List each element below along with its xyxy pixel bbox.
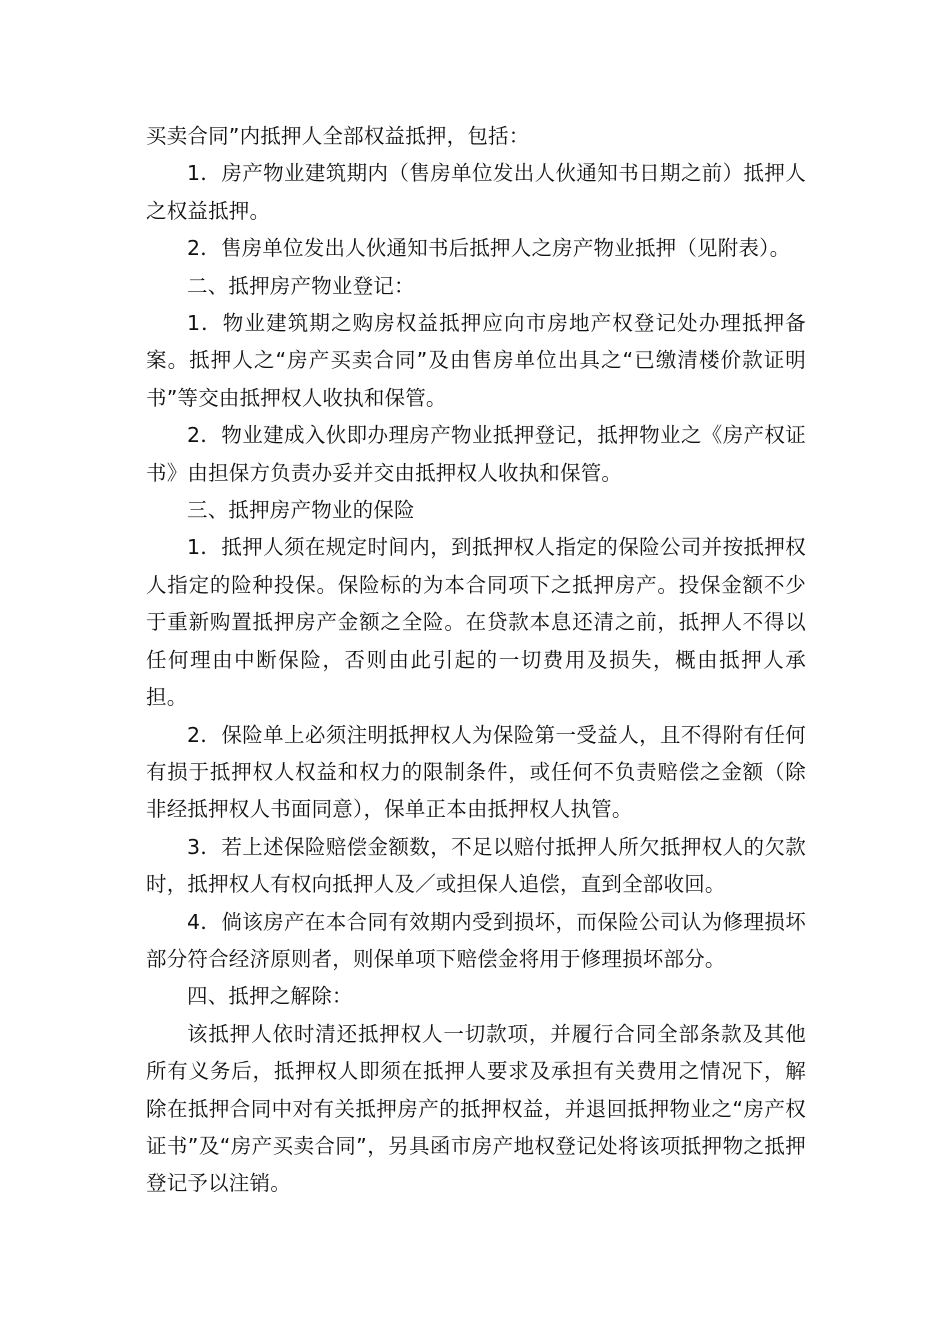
paragraph-1-item-2: 2．售房单位发出人伙通知书后抵押人之房产物业抵押（见附表）。 — [187, 236, 791, 261]
paragraph-1-item-1: 1．房产物业建筑期内（售房单位发出人伙通知书日期之前）抵押人之权益抵押。 — [146, 161, 806, 223]
paragraph-4-body: 该抵押人依时清还抵押权人一切款项，并履行合同全部条款及其他所有义务后，抵押权人即须在抵押人要求及承担有关费用之情况下，解除在抵押合同中对有关抵押房产的抵押权益，并退回抵押物业之“房产权证书”及“房产买卖合同”，另具函市房产地权登记处将该项抵押物之抵押登记予以注销。 — [146, 1021, 806, 1196]
paragraph-3-item-4: 4．倘该房产在本合同有效期内受到损坏，而保险公司认为修理损坏部分符合经济原则者，则保单项下赔偿金将用于修理损坏部分。 — [146, 909, 806, 971]
paragraph-3-item-3: 3．若上述保险赔偿金额数，不足以赔付抵押人所欠抵押权人的欠款时，抵押权人有权向抵押人及／或担保人追偿，直到全部收回。 — [146, 834, 806, 897]
paragraph-2-item-1: 1．物业建筑期之购房权益抵押应向市房地产权登记处办理抵押备案。抵押人之“房产买卖合同”及由售房单位出具之“已缴清楼价款证明书”等交由抵押权人收执和保管。 — [146, 311, 806, 410]
paragraph-continuation: 买卖合同”内抵押人全部权益抵押，包括： — [146, 124, 530, 148]
paragraph-3-item-2: 2．保险单上必须注明抵押权人为保险第一受益人，且不得附有任何有损于抵押权人权益和权力的限制条件，或任何不负责赔偿之金额（除非经抵押权人书面同意），保单正本由抵押权人执管。 — [146, 722, 806, 822]
section-heading-registration: 二、抵押房产物业登记： — [187, 273, 415, 298]
paragraph-3-item-1: 1．抵押人须在规定时间内，到抵押权人指定的保险公司并按抵押权人指定的险种投保。保险标的为本合同项下之抵押房产。投保金额不少于重新购置抵押房产金额之全险。在贷款本息还清之前，抵押人不得以任何理由中断保险，否则由此引起的一切费用及损失，概由抵押人承担。 — [146, 535, 806, 710]
section-heading-release: 四、抵押之解除： — [187, 984, 353, 1009]
document-body — [146, 118, 806, 1203]
paragraph-2-item-2: 2．物业建成入伙即办理房产物业抵押登记，抵押物业之《房产权证书》由担保方负责办妥并交由抵押权人收执和保管。 — [146, 423, 806, 485]
section-heading-insurance: 三、抵押房产物业的保险 — [187, 498, 415, 523]
